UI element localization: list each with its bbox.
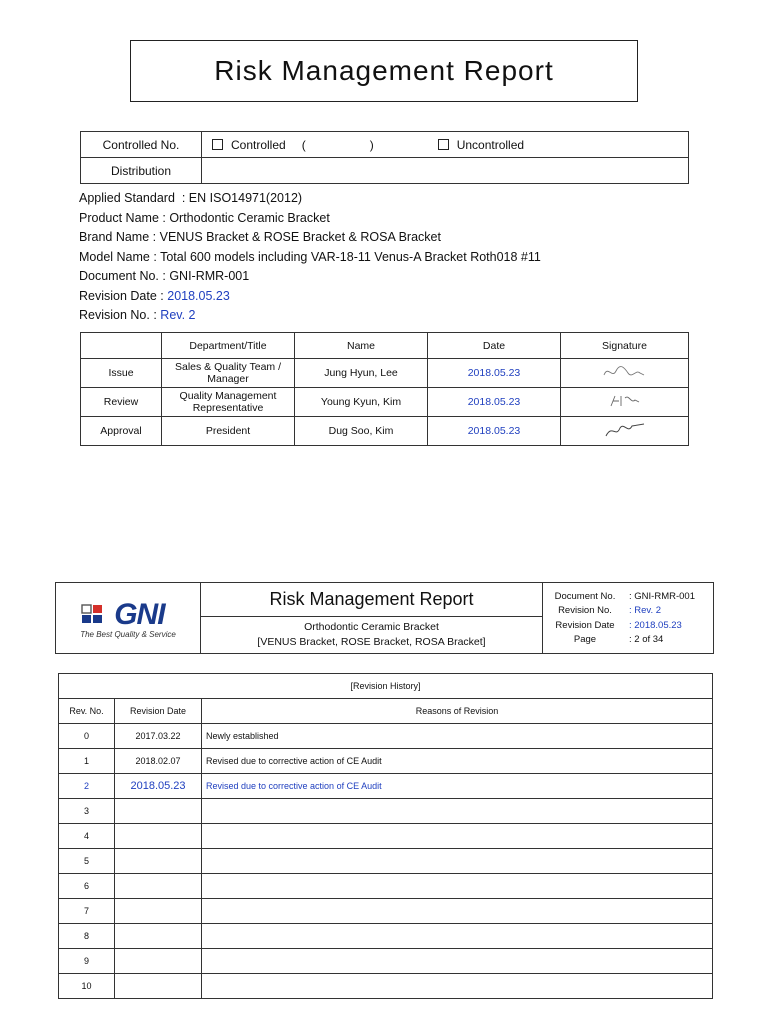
header-field-key: Document No. (554, 590, 616, 602)
document-no-value: GNI-RMR-001 (169, 269, 250, 283)
controlled-no-label: Controlled No. (81, 132, 202, 158)
table-row (59, 949, 713, 974)
model-name-label: Model Name : (79, 249, 157, 264)
uncontrolled-checkbox[interactable] (438, 139, 449, 150)
rev-no-cell: 3 (59, 799, 115, 824)
handwritten-signature-icon (605, 392, 645, 410)
table-row (59, 924, 713, 949)
header-field (543, 633, 713, 648)
sig-date: 2018.05.23 (428, 417, 561, 446)
distribution-value (202, 158, 689, 184)
rev-no-cell: 6 (59, 874, 115, 899)
header-field-value: : Rev. 2 (629, 605, 662, 617)
header-doc-title: Risk Management Report (201, 583, 542, 617)
product-name-label: Product Name : (79, 210, 166, 225)
logo-text: GNI (114, 597, 165, 631)
revision-date-label: Revision Date : (79, 288, 164, 303)
handwritten-signature-icon (602, 420, 648, 440)
header-field (543, 589, 713, 604)
product-name-row (79, 209, 541, 229)
sig-role: Issue (81, 359, 162, 388)
rev-reason-cell (202, 799, 713, 824)
rev-date-cell (115, 899, 202, 924)
product-name-value: Orthodontic Ceramic Bracket (169, 210, 330, 225)
signature-table (80, 332, 689, 446)
revision-history-title: [Revision History] (59, 674, 713, 699)
header-field-key: Revision No. (558, 605, 612, 617)
control-table (80, 131, 689, 184)
revision-date-row (79, 287, 541, 307)
rev-reason-cell (202, 849, 713, 874)
table-row (59, 824, 713, 849)
header-field-value: : 2018.05.23 (629, 619, 682, 631)
company-logo (56, 583, 201, 654)
sig-name: Dug Soo, Kim (295, 417, 428, 446)
signature-image (561, 417, 689, 446)
rev-date-cell (115, 824, 202, 849)
header-field (543, 604, 713, 619)
rev-date-cell (115, 849, 202, 874)
rev-date-cell (115, 924, 202, 949)
rev-reason-cell (202, 974, 713, 999)
rev-reason-cell: Revised due to corrective action of CE Audit (202, 749, 713, 774)
rev-reason-cell (202, 899, 713, 924)
table-row (59, 849, 713, 874)
rev-header-reason: Reasons of Revision (202, 699, 713, 724)
uncontrolled-label: Uncontrolled (456, 137, 525, 152)
revision-no-row (79, 306, 541, 326)
rev-date-cell (115, 949, 202, 974)
sig-date: 2018.05.23 (428, 359, 561, 388)
rev-reason-cell (202, 824, 713, 849)
page-header-table (55, 582, 714, 654)
paren-open: ( (301, 137, 306, 152)
applied-standard-value: : EN ISO14971(2012) (181, 191, 303, 205)
rev-no-cell: 8 (59, 924, 115, 949)
header-field-key: Revision Date (555, 619, 615, 631)
sig-dept: President (162, 417, 295, 446)
rev-reason-cell (202, 924, 713, 949)
applied-standard-row (79, 189, 541, 209)
rev-date-cell: 2017.03.22 (115, 724, 202, 749)
model-name-value: Total 600 models including VAR-18-11 Venus-A Bracket Roth018 #11 (160, 249, 541, 264)
header-field (543, 618, 713, 633)
sig-header-date: Date (428, 333, 561, 359)
rev-no-cell: 5 (59, 849, 115, 874)
table-row (59, 799, 713, 824)
applied-standard-label: Applied Standard (79, 191, 175, 205)
document-meta (79, 189, 541, 326)
sig-header-blank (81, 333, 162, 359)
revision-no-value: Rev. 2 (160, 308, 196, 322)
sig-name: Young Kyun, Kim (295, 388, 428, 417)
logo-slogan: The Best Quality & Service (80, 629, 176, 639)
table-row (59, 724, 713, 749)
gni-logo-icon (80, 602, 114, 628)
rev-reason-cell: Revised due to corrective action of CE Audit (202, 774, 713, 799)
document-title: Risk Management Report (130, 40, 638, 102)
header-meta (543, 583, 714, 654)
rev-date-cell (115, 874, 202, 899)
header-field-key: Page (573, 634, 597, 646)
sig-name: Jung Hyun, Lee (295, 359, 428, 388)
header-sub-line1: Orthodontic Ceramic Bracket (304, 621, 439, 633)
sig-dept: Quality Management Representative (162, 388, 295, 417)
rev-date-cell: 2018.02.07 (115, 749, 202, 774)
rev-header-date: Revision Date (115, 699, 202, 724)
sig-header-dept: Department/Title (162, 333, 295, 359)
brand-name-row (79, 228, 541, 248)
rev-reason-cell: Newly established (202, 724, 713, 749)
sig-date: 2018.05.23 (428, 388, 561, 417)
document-no-row (79, 267, 541, 287)
sig-dept: Sales & Quality Team / Manager (162, 359, 295, 388)
brand-name-value: VENUS Bracket & ROSE Bracket & ROSA Bracket (159, 230, 441, 244)
rev-no-cell: 2 (59, 774, 115, 799)
table-row (59, 774, 713, 799)
paren-close: ) (369, 137, 374, 152)
rev-header-no: Rev. No. (59, 699, 115, 724)
sig-role: Review (81, 388, 162, 417)
controlled-checkbox[interactable] (212, 139, 223, 150)
header-field-value: : 2 of 34 (629, 634, 664, 646)
rev-reason-cell (202, 874, 713, 899)
table-row (59, 874, 713, 899)
sig-header-name: Name (295, 333, 428, 359)
revision-history-table (58, 673, 713, 999)
signature-image (561, 359, 689, 388)
rev-no-cell: 4 (59, 824, 115, 849)
table-row (59, 974, 713, 999)
rev-no-cell: 9 (59, 949, 115, 974)
handwritten-signature-icon (600, 363, 650, 381)
distribution-label: Distribution (81, 158, 202, 184)
sig-role: Approval (81, 417, 162, 446)
rev-date-cell (115, 974, 202, 999)
model-name-row (79, 248, 541, 268)
sig-header-signature: Signature (561, 333, 689, 359)
rev-date-cell: 2018.05.23 (115, 774, 202, 799)
rev-reason-cell (202, 949, 713, 974)
revision-no-label: Revision No. : (79, 308, 157, 322)
brand-name-label: Brand Name : (79, 230, 157, 244)
table-row (59, 749, 713, 774)
rev-no-cell: 10 (59, 974, 115, 999)
rev-date-cell (115, 799, 202, 824)
revision-date-value: 2018.05.23 (167, 288, 230, 303)
controlled-label: Controlled (231, 137, 286, 152)
rev-no-cell: 7 (59, 899, 115, 924)
rev-no-cell: 1 (59, 749, 115, 774)
header-sub-line2: [VENUS Bracket, ROSE Bracket, ROSA Bracket] (257, 636, 486, 648)
signature-image (561, 388, 689, 417)
table-row (59, 899, 713, 924)
header-field-value: : GNI-RMR-001 (629, 590, 695, 602)
rev-no-cell: 0 (59, 724, 115, 749)
document-no-label: Document No. : (79, 269, 166, 283)
